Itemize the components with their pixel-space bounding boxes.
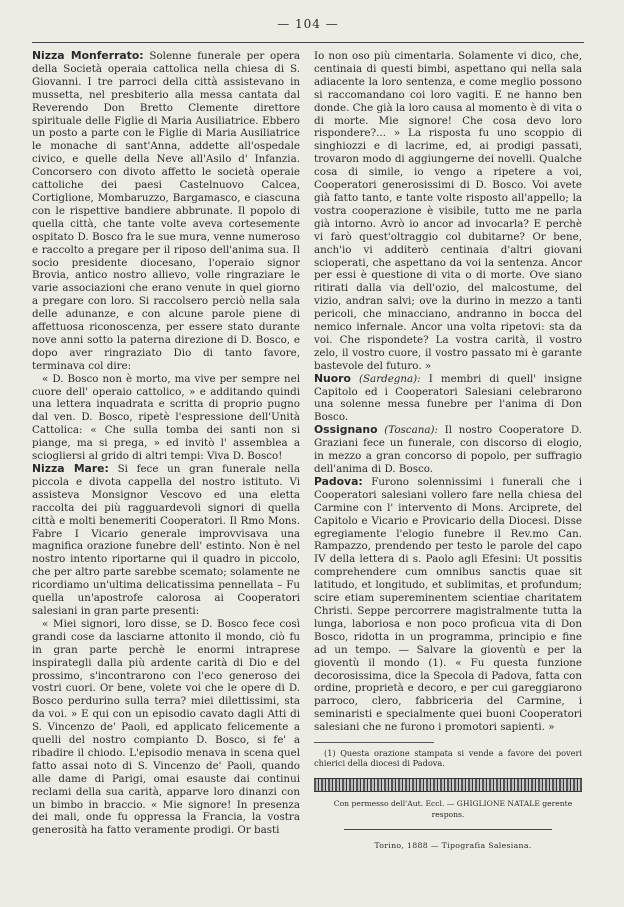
continued-paragraph: Io non oso più cimentarla. Solamente vi dico, che, centinaia di questi bimbi, aspettano qui nella sala adiacente la loro sentenza, e come meglio possono si raccomandano coi loro vagiti. E ne hanno ben donde. Che già la loro causa al momento è di vita o di morte. Mie signore! Che cosa devo loro rispondere?... » La risposta fu uno scoppio di singhiozzi e di lacrime, ed, ai prodigi passati, trovaron modo di aggiungerne dei novelli. Qualche cosa di simile, io vengo a ripetere a voi, Cooperatori generosissimi di D. Bosco. Voi avete già fatto tanto, e tante volte risposto all'appello; la vostra cooperazione è visibile, tutto me ne parla già intorno. Avrò io ancor ad invocarla? E perchè vi farò quest'oltraggio col dubitarne? Or bene, anch'io vi additerò centinaia d'altri giovani scioperati, che aspettano da voi la sentenza. Ancor per essi è questione di vita o di morte. Ove siano ritirati dalla via dell'ozio, del malcostume, del vizio, andran salvi; ove la durino in mezzo a tanti pericoli, che minacciano, andranno in bocca del nemico infernale. Ancor una volta ripetovi: sta da voi. Che rispondete? La vostra carità, il vostro zelo, il vostro cuore, il vostro passato mi è garante bastevole del futuro. » [314,50,582,372]
top-rule [32,42,584,43]
entry-paragraph: « Miei signori, loro disse, se D. Bosco fece così grandi cose da lasciarne attonito il mondo, ciò fu in gran parte perchè le enormi intraprese inspirategli dalla più ardente carità di Dio e del prossimo, s'incontrarono con l'eco generoso dei vostri cuori. Or bene, volete voi che le opere di D. Bosco perdurino sulla terra? miei dilettissimi, sta da voi. » E qui con un episodio cavato dagli Atti di S. Vincenzo de' Paoli, ed applicato felicemente a quelli del nostro compianto D. Bosco, si fe' a ribadire il chiodo. L'episodio menava in scena quel fatto assai noto di S. Vincenzo de' Paoli, quando alle dame di Parigi, omai esauste dai continui reclami della sua carità, apparve loro dinanzi con un bimbo in braccio. « Mie signore! In presenza dei mali, onde fu oppressa la Francia, la vostra generosità ha fatto veramente prodigi. Or basti [32,617,300,837]
place-name: Ossignano [314,423,378,437]
entry-text: Si fece un gran funerale nella piccola e divota cappella del nostro istituto. Vi assisteva Monsignor Vescovo ed una eletta raccolta dei più ragguardevoli signori di quella città e molti benemeriti Cooperatori. Il Rmo Mons. Fabre I Vicario generale improvvisava una magnifica orazione funebre dell' estinto. Non è nel nostro intento riportarne qui il quadro in piccolo, che per altro parte sarebbe scemato; solamente ne ricordiamo un'ultima delicatissima pennellata – Fu quella un'apostrofe calorosa ai Cooperatori salesiani in gran parte presenti: [32,463,300,617]
entry-ossignano [314,424,582,476]
bottom-rule [344,829,552,830]
region-name: (Toscana): [384,424,438,437]
printer-line: Torino, 1888 — Tipografia Salesiana. [374,841,532,851]
footnote-rule [314,742,434,743]
left-column [32,50,300,853]
right-column [314,50,582,853]
footnote: (1) Questa orazione stampata si vende a favore dei poveri chierici della diocesi di Padova. [314,748,582,769]
place-name: Padova: [314,474,363,488]
text-columns [32,50,584,853]
entry-padova [314,476,582,734]
entry-text: Il nostro Cooperatore D. Graziani fece un funerale, con discorso di elogio, in mezzo a gran concorso di popolo, per suffragio dell'anima di D. Bosco. [314,424,582,475]
place-name: Nizza Monferrato: [32,49,144,62]
place-name: Nizza Mare: [32,462,109,475]
entry-text: Solenne funerale per opera della Società operaia cattolica nella chiesa di S. Giovanni. I tre parroci della città assistevano in mussetta, nel presbiterio alla messa cantata dal Reverendo Don Bretto Clemente direttore spirituale delle Figlie di Maria Ausiliatrice. Ebbero un posto a parte con le Figlie di Maria Ausiliatrice le monache di sant'Anna, addette all'ospedale civico, e quelle della Neve all'Asilo d' Infanzia. Concorsero con divoto affetto le società operaie cattoliche dei paesi Castelnuovo Calcea, Cortiglione, Mombaruzzo, Bargamasco, e ciascuna con le rispettive bandiere abbrunate. Il popolo di quella città, che tante volte aveva cortesemente ospitato D. Bosco fra le sue mura, venne numeroso e raccolto a pregare per il riposo dell'anima sua. Il socio presidente diocesano, l'operaio signor Brovia, antico nostro allievo, volle ringraziare le varie associazioni che erano venute in quel giorno a pregare con loro. Si raccolsero perciò nella sala delle adunanze, e con alcune parole piene di affettuosa riconoscenza, per essere stato durante nove anni sotto la paterna direzione di D. Bosco, e dopo aver ringraziato Dio di tanto favore, terminava col dire: [32,50,300,372]
entry-paragraph: « D. Bosco non è morto, ma vive per sempre nel cuore dell' operaio cattolico, » e additando quindi una lettera inquadrata e scritta di proprio pugno dal ven. D. Bosco, ripetè l'espressione dell'Unità Cattolica: « Che sulla tomba dei santi non si piange, ma si prega, » ed invitò l' assemblea a sciogliersi al grido di altri tempi: Viva D. Bosco! [32,372,300,463]
place-name: Nuoro [314,371,351,385]
entry-nizza-monferrato [32,50,300,373]
region-name: (Sardegna): [358,372,421,385]
permission-line: Con permesso dell'Aut. Eccl. — GHIGLIONE NATALE gerente respons. [333,799,573,820]
entry-text: I membri di quell' insigne Capitolo ed i Cooperatori Salesiani celebrarono una solenne messa funebre per l'anima di Don Bosco. [314,372,583,424]
entry-text: Furono solennissimi i funerali che i Cooperatori salesiani vollero fare nella chiesa del Carmine con l' intervento di Mons. Arciprete, del Capitolo e Vicario e Provicario della Diocesi. Disse egregiamente l'elogio funebre il Rev.mo Can. Rampazzo, prendendo per testo le parole del capo IV della lettera di s. Paolo agli Efesini: Ut possitis comprehendere cum omnibus sanctis quae sit latitudo, et longitudo, et sublimitas, et profundum; scire etiam supereminentem scientiae charitatem Christi. Seppe percorrere magistralmente tutta la lunga, laboriosa e non poco proficua vita di Don Bosco, ridotta in un programma, principio e fine ad un tempo. — Salvare la gioventù e per la gioventù il mondo (1). « Fu questa funzione decorosissima, dice la Specola di Padova, fatta con ordine, proprietà e decoro, e per cui gareggiarono parroco, clero, fabbriceria del Carmine, i seminaristi e specialmente quei buoni Cooperatori salesiani che ne furono i promotori sapienti. » [314,475,582,734]
ornament-band [314,778,582,792]
entry-nizza-mare [32,463,300,618]
page-number: — 104 — [277,17,339,31]
entry-nuoro [314,373,582,425]
